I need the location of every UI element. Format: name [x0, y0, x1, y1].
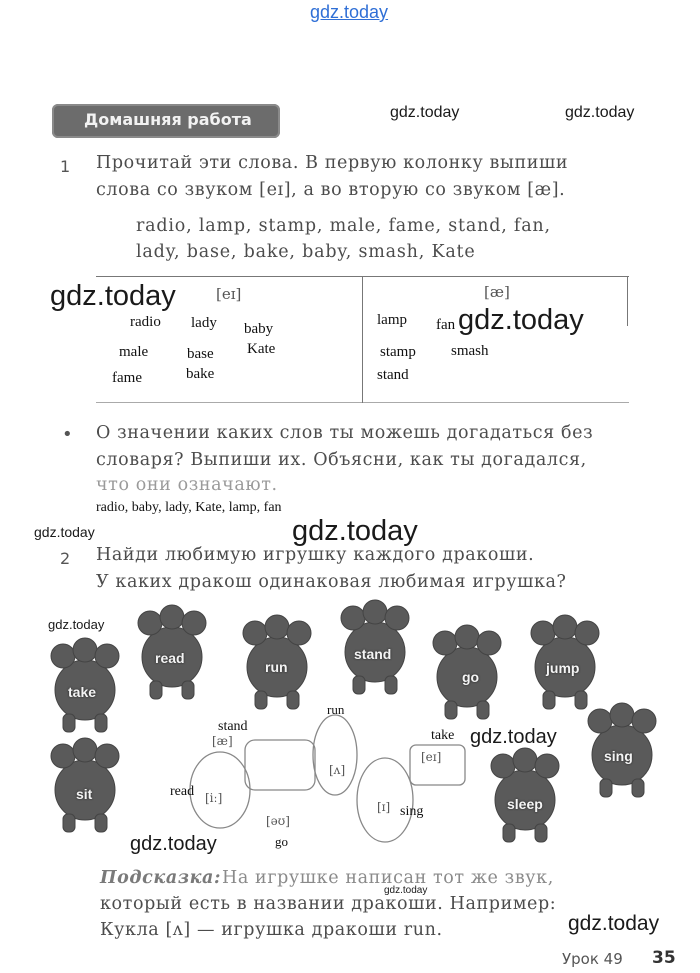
toy-answer: run: [327, 702, 345, 717]
answer-word: fan: [436, 317, 456, 333]
answer-word: male: [119, 344, 149, 360]
answer-word: lamp: [377, 312, 407, 328]
dragon-label: sing: [604, 748, 633, 764]
toy-bear: [190, 752, 250, 828]
hint-text-line: который есть в названии дракоши. Например:: [100, 894, 557, 914]
watermark: gdz.today: [130, 833, 217, 855]
watermark: gdz.today: [292, 515, 418, 547]
answer-word: smash: [451, 343, 489, 359]
bullet-answer: radio, baby, lady, Kate, lamp, fan: [96, 500, 282, 515]
page-number: 35: [652, 948, 676, 968]
word-list-line: radio, lamp, stamp, male, fame, stand, fan,: [136, 216, 551, 236]
toy-phonetic: [ɪ]: [377, 800, 391, 814]
watermark: gdz.today: [390, 104, 460, 121]
answer-word: baby: [244, 321, 274, 337]
toy-phonetic: [əʊ]: [266, 814, 290, 828]
dragons-illustration: [0, 595, 700, 865]
toy-answer: read: [170, 784, 195, 799]
column-header-ae: [æ]: [484, 283, 510, 301]
bullet-text-line: что они означают.: [96, 475, 278, 495]
task-text-line: Найди любимую игрушку каждого дракоши.: [96, 545, 535, 565]
dragon-label: take: [68, 684, 97, 700]
toy-answer: stand: [218, 719, 248, 734]
watermark: gdz.today: [458, 304, 584, 336]
answer-word: lady: [191, 315, 217, 331]
watermark: gdz.today: [384, 885, 428, 896]
watermark: gdz.today: [48, 617, 105, 632]
toy-robot: [313, 715, 357, 795]
toy-car: [245, 740, 315, 790]
toy-answer: go: [275, 834, 288, 849]
answer-word: radio: [130, 314, 161, 330]
dragon-label: jump: [546, 660, 580, 676]
dragon-label: stand: [354, 646, 392, 662]
toy-phonetic: [ʌ]: [329, 763, 346, 777]
word-list-line: lady, base, bake, baby, smash, Kate: [136, 242, 476, 262]
answer-table: [96, 276, 629, 403]
watermark: gdz.today: [470, 726, 557, 748]
watermark-top-link[interactable]: gdz.today: [310, 2, 389, 22]
watermark: gdz.today: [50, 280, 176, 312]
dragon-sleep: [491, 748, 559, 842]
bullet-text-line: словаря? Выпиши их. Объясни, как ты догадался,: [96, 450, 587, 470]
toy-phonetic: [æ]: [212, 734, 233, 748]
task-number: 1: [60, 157, 71, 176]
answer-word: stand: [377, 367, 409, 383]
dragon-label: go: [462, 669, 480, 685]
toy-answer: sing: [400, 804, 424, 819]
bullet-point: •: [62, 424, 73, 445]
watermark: gdz.today: [565, 104, 635, 121]
dragon-label: run: [265, 659, 288, 675]
task-number: 2: [60, 549, 71, 568]
toy-phonetic: [eɪ]: [421, 750, 442, 764]
hint-text-line: Кукла [ʌ] — игрушка дракоши run.: [100, 920, 443, 940]
dragon-label: sleep: [507, 796, 543, 812]
answer-word: Kate: [247, 341, 276, 357]
watermark: gdz.today: [34, 524, 95, 540]
answer-word: base: [187, 346, 214, 362]
section-title: Домашняя работа: [84, 110, 252, 129]
task-text-line: слова со звуком [eɪ], а во вторую со звуком [æ].: [96, 180, 566, 200]
watermark: gdz.today: [568, 912, 660, 935]
dragon-label: read: [155, 650, 185, 666]
hint-label: Подсказка:: [100, 868, 222, 888]
bullet-text-line: О значении каких слов ты можешь догадаться без: [96, 423, 594, 443]
toy-answer: take: [431, 728, 455, 743]
task-text-line: У каких дракош одинаковая любимая игрушка?: [96, 572, 567, 592]
answer-word: stamp: [380, 344, 416, 360]
dragon-sit: [51, 738, 119, 832]
answer-word: bake: [186, 366, 215, 382]
column-header-ei: [eɪ]: [216, 285, 242, 303]
answer-word: fame: [112, 370, 142, 386]
lesson-label: Урок 49: [562, 950, 623, 968]
hint-text-line: На игрушке написан тот же звук,: [222, 868, 554, 888]
task-text-line: Прочитай эти слова. В первую колонку выпиши: [96, 153, 569, 173]
dragon-label: sit: [76, 786, 93, 802]
toy-phonetic: [iː]: [205, 791, 223, 805]
